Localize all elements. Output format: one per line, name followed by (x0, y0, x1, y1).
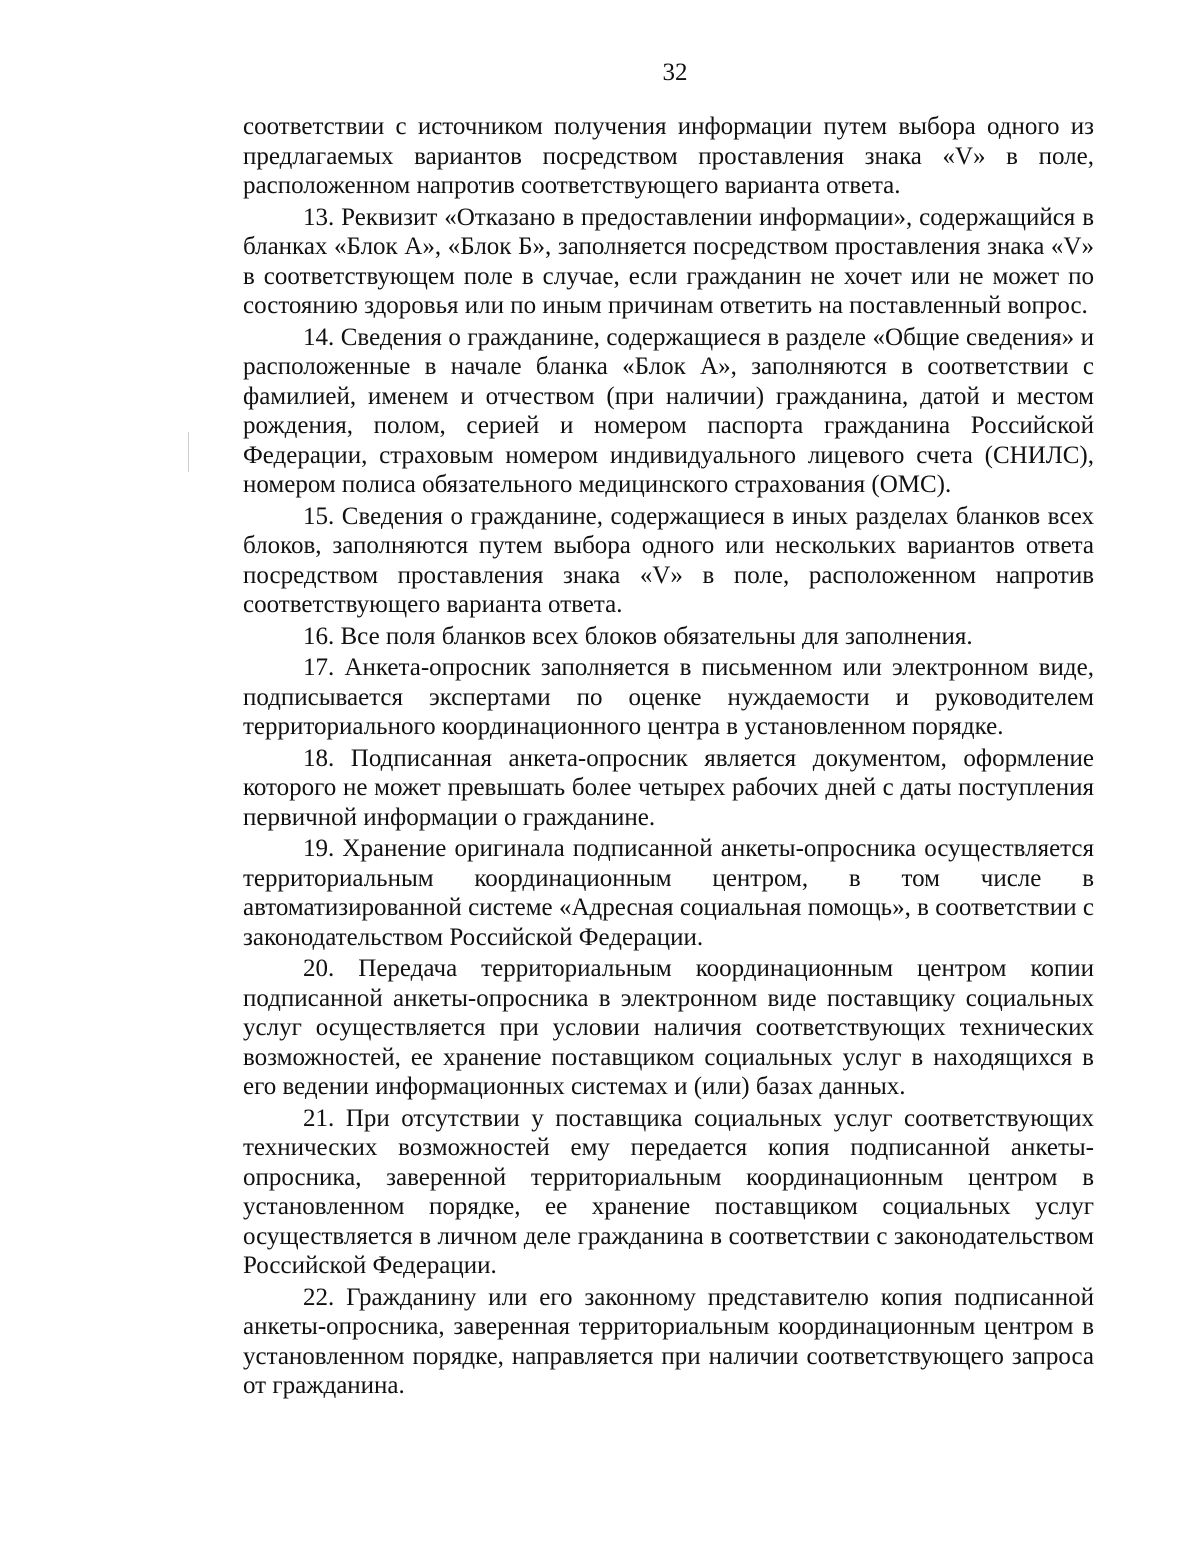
document-body (243, 112, 1094, 1403)
paragraph-13: 13. Реквизит «Отказано в предоставлении информации», содержащийся в бланках «Блок А», «Блок Б», заполняется посредством проставления знака «V» в соответствующем поле в случае, если гражданин не хочет или не может по состоянию здоровья или по иным причинам ответить на поставленный вопрос. (243, 203, 1094, 319)
paragraph-20: 20. Передача территориальным координационным центром копии подписанной анкеты-опросника в электронном виде поставщику социальных услуг осуществляется при условии наличия соответствующих технических возможностей, ее хранение поставщиком социальных услуг в находящихся в его ведении информационных системах и (или) базах данных. (243, 955, 1094, 1100)
paragraph-22: 22. Гражданину или его законному представителю копия подписанной анкеты-опросника, заверенная территориальным координационным центром в установленном порядке, направляется при наличии соответствующего запроса от гражданина. (243, 1283, 1094, 1399)
paragraph-17: 17. Анкета-опросник заполняется в письменном или электронном виде, подписывается экспертами по оценке нуждаемости и руководителем территориального координационного центра в установленном порядке. (243, 654, 1094, 740)
paragraph-19: 19. Хранение оригинала подписанной анкеты-опросника осуществляется территориальным координационным центром, в том числе в автоматизированной системе «Адресная социальная помощь», в соответствии с законодательством Российской Федерации. (243, 835, 1094, 951)
paragraph-16: 16. Все поля бланков всех блоков обязательны для заполнения. (303, 622, 973, 650)
scan-margin-mark (188, 432, 189, 472)
page-number: 32 (662, 59, 688, 86)
paragraph-14: 14. Сведения о гражданине, содержащиеся в разделе «Общие сведения» и расположенные в начале бланка «Блок А», заполняются в соответствии с фамилией, именем и отчеством (при наличии) гражданина, датой и местом рождения, полом, серией и номером паспорта гражданина Российской Федерации, страховым номером индивидуального лицевого счета (СНИЛС), номером полиса обязательного медицинского страхования (ОМС). (243, 323, 1094, 498)
paragraph-21: 21. При отсутствии у поставщика социальных услуг соответствующих технических возможностей ему передается копия подписанной анкеты-опросника, заверенной территориальным координационным центром в установленном порядке, ее хранение поставщиком социальных услуг осуществляется в личном деле гражданина в соответствии с законодательством Российской Федерации. (243, 1104, 1094, 1279)
paragraph-continuation: соответствии с источником получения информации путем выбора одного из предлагаемых вариантов посредством проставления знака «V» в поле, расположенном напротив соответствующего варианта ответа. (243, 113, 1094, 199)
paragraph-18: 18. Подписанная анкета-опросник является документом, оформление которого не может превышать более четырех рабочих дней с даты поступления первичной информации о гражданине. (243, 744, 1094, 831)
paragraph-15: 15. Сведения о гражданине, содержащиеся в иных разделах бланков всех блоков, заполняются путем выбора одного или нескольких вариантов ответа посредством проставления знака «V» в поле, расположенном напротив соответствующего варианта ответа. (243, 502, 1094, 618)
